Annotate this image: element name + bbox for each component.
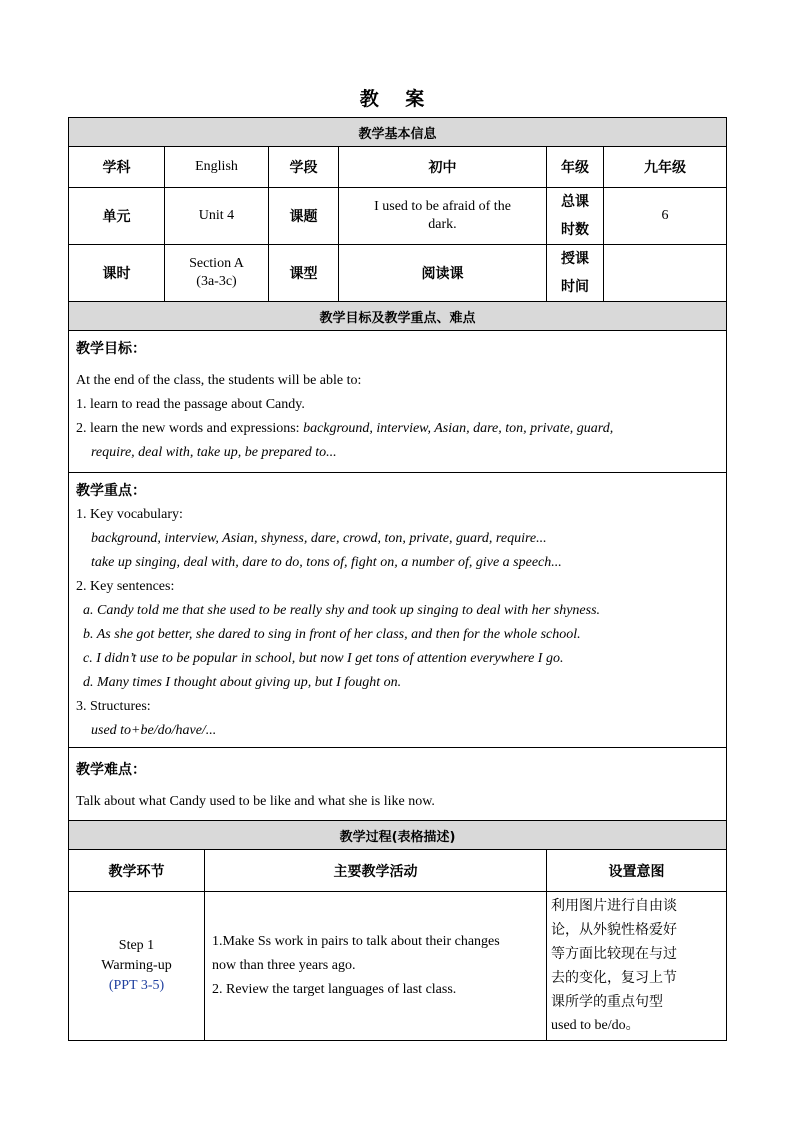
activity-line-1: 1.Make Ss work in pairs to talk about their changes <box>212 934 500 949</box>
step-name: Warming-up <box>101 958 172 973</box>
goals-intro: At the end of the class, the students will be able to: <box>76 373 362 388</box>
purpose-line-6: used to be/do。 <box>551 1018 640 1033</box>
goal-2-words: background, interview, Asian, dare, ton, private, guard, <box>303 421 614 436</box>
teach-time-label-line-2: 时间 <box>561 279 589 295</box>
structures-value: used to+be/do/have/... <box>91 723 217 738</box>
goal-2-prefix: 2. learn the new words and expressions: <box>76 421 304 436</box>
key-vocab-line-1: background, interview, Asian, shyness, dare, crowd, ton, private, guard, require... <box>91 531 547 546</box>
total-hours-label <box>547 188 604 245</box>
lesson-plan-table <box>68 117 727 1041</box>
activity-line-3: 2. Review the target languages of last class. <box>212 982 457 997</box>
col-purpose-header: 设置意图 <box>547 850 727 892</box>
basic-info-header: 教学基本信息 <box>69 118 727 147</box>
purpose-line-3: 等方面比较现在与过 <box>551 946 677 962</box>
unit-value: Unit 4 <box>165 188 269 245</box>
stage-value: 初中 <box>339 147 547 188</box>
teach-time-value <box>604 245 727 302</box>
purpose-cell <box>547 892 727 1041</box>
col-activity-header: 主要教学活动 <box>205 850 547 892</box>
key-sentence-a: a. Candy told me that she used to be really shy and took up singing to deal with her shyness. <box>83 603 601 618</box>
purpose-line-5: 课所学的重点句型 <box>551 994 663 1010</box>
goals-title: 教学目标： <box>76 341 146 357</box>
key-sentence-c: c. I didn’t use to be popular in school, but now I get tons of attention everywhere I go. <box>83 651 564 666</box>
topic-label: 课题 <box>269 188 339 245</box>
key-points-title: 教学重点： <box>76 483 146 499</box>
step-number: Step 1 <box>118 938 155 953</box>
process-row <box>69 892 727 1041</box>
type-value: 阅读课 <box>339 245 547 302</box>
step-cell <box>69 892 205 1041</box>
unit-label: 单元 <box>69 188 165 245</box>
goals-block <box>69 331 727 473</box>
period-label: 课时 <box>69 245 165 302</box>
total-hours-value: 6 <box>604 188 727 245</box>
teach-time-label-line-1: 授课 <box>561 251 589 267</box>
objectives-header: 教学目标及教学重点、难点 <box>69 302 727 331</box>
goal-2-words-continued: require, deal with, take up, be prepared to... <box>91 445 337 460</box>
purpose-line-4: 去的变化，复习上节 <box>551 970 677 986</box>
col-stage-header: 教学环节 <box>69 850 205 892</box>
key-vocab-label: 1. Key vocabulary: <box>76 507 183 522</box>
topic-value: I used to be afraid of the dark. <box>339 188 547 245</box>
activity-cell <box>205 892 547 1041</box>
purpose-line-2: 论，从外貌性格爱好 <box>551 922 677 938</box>
key-points-block <box>69 473 727 748</box>
goal-2 <box>76 417 719 441</box>
teach-time-label <box>547 245 604 302</box>
stage-label: 学段 <box>269 147 339 188</box>
grade-value: 九年级 <box>604 147 727 188</box>
step-ppt-ref: (PPT 3-5) <box>108 978 165 993</box>
key-sentences-label: 2. Key sentences: <box>76 579 175 594</box>
key-vocab-line-2: take up singing, deal with, dare to do, tons of, fight on, a number of, give a speech... <box>91 555 562 570</box>
difficulty-block <box>69 748 727 821</box>
key-sentence-d: d. Many times I thought about giving up, but I fought on. <box>83 675 402 690</box>
purpose-line-1: 利用图片进行自由谈 <box>551 898 677 914</box>
process-header: 教学过程(表格描述) <box>69 821 727 850</box>
total-hours-label-line-2: 时数 <box>561 222 589 238</box>
subject-value: English <box>165 147 269 188</box>
difficulty-title: 教学难点： <box>76 762 146 778</box>
activity-line-2: now than three years ago. <box>212 958 356 973</box>
grade-label: 年级 <box>547 147 604 188</box>
key-sentence-b: b. As she got better, she dared to sing in front of her class, and then for the whole school. <box>83 627 581 642</box>
document-title: 教 案 <box>359 88 435 110</box>
period-value-line-1: Section A <box>189 256 244 271</box>
type-label: 课型 <box>269 245 339 302</box>
period-value <box>165 245 269 302</box>
period-value-line-2: (3a-3c) <box>196 274 237 289</box>
subject-label: 学科 <box>69 147 165 188</box>
difficulty-text: Talk about what Candy used to be like and what she is like now. <box>76 794 435 809</box>
goal-1: 1. learn to read the passage about Candy. <box>76 397 305 412</box>
total-hours-label-line-1: 总课 <box>561 194 589 210</box>
structures-label: 3. Structures: <box>76 699 151 714</box>
